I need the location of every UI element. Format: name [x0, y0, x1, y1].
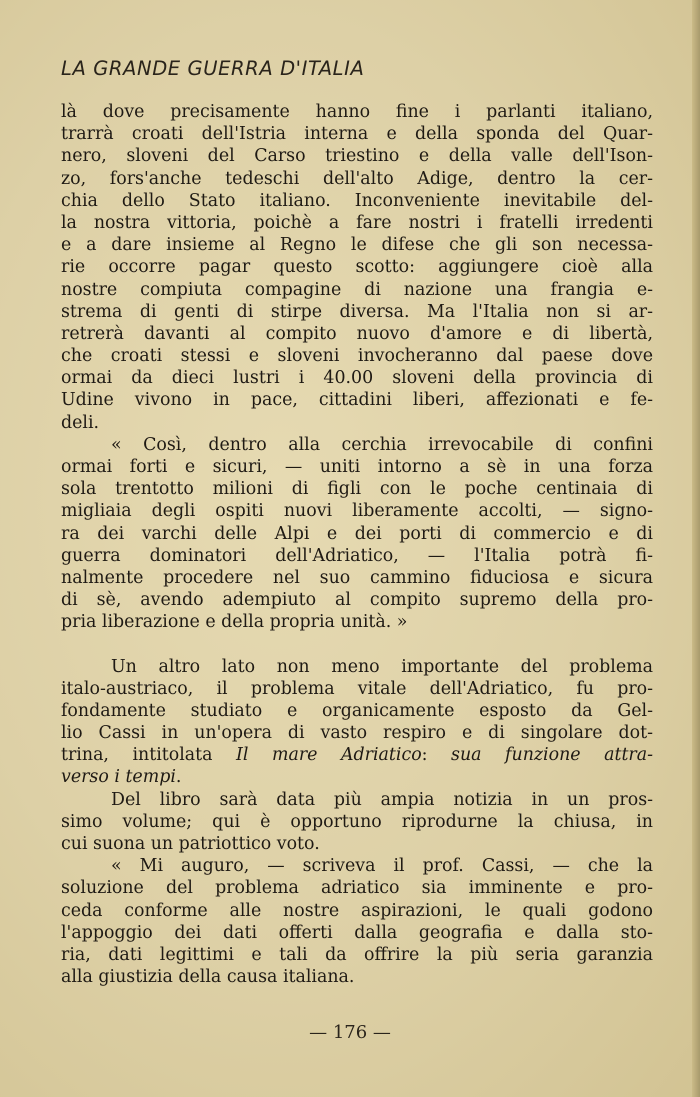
text-line: migliaia degli ospiti nuovi liberamente accolti, — signo- [61, 501, 653, 522]
text-line: Del libro sarà data più ampia notizia in un pros- [111, 789, 653, 810]
text-line: fondamente studiato e organicamente esposto da Gel- [61, 700, 653, 721]
text-line-with-title [61, 744, 653, 766]
book-subtitle: sua funzione attra- [451, 745, 653, 766]
text-fragment: trina, intitolata [61, 745, 237, 766]
text-line: zo, fors'anche tedeschi dell'alto Adige, dentro la cer- [61, 168, 653, 189]
text-line: là dove precisamente hanno fine i parlanti italiano, [61, 102, 653, 122]
text-line: lio Cassi in un'opera di vasto respiro e di singolare dot- [61, 723, 653, 744]
text-line: Un altro lato non meno importante del problema [111, 656, 653, 677]
text-line: « Così, dentro alla cerchia irrevocabile di confini [111, 434, 653, 455]
text-line: trarrà croati dell'Istria interna e della sponda del Quar- [61, 124, 653, 145]
text-line: chia dello Stato italiano. Inconveniente inevitabile del- [61, 190, 653, 211]
text-line-with-title [61, 766, 653, 788]
text-fragment: . [175, 767, 182, 788]
text-line: cui suona un patriottico voto. [61, 834, 320, 854]
text-line: « Mi auguro, — scriveva il prof. Cassi, — che la [111, 856, 653, 877]
text-line: italo-austriaco, il problema vitale dell'Adriatico, fu pro- [61, 678, 653, 699]
text-line: che croati stessi e sloveni invocheranno dal paese dove [61, 346, 653, 367]
book-title: Il mare Adriatico [236, 745, 422, 766]
text-line: alla giustizia della causa italiana. [61, 967, 355, 988]
text-line: nalmente procedere nel suo cammino fiduciosa e sicura [61, 567, 653, 588]
text-line: Udine vivono in pace, cittadini liberi, affezionati e fe- [61, 390, 653, 411]
text-line: nostre compiuta compagine di nazione una frangia e- [61, 279, 653, 300]
text-line: l'appoggio dei dati offerti dalla geografia e dalla sto- [61, 922, 653, 943]
text-line: la nostra vittoria, poichè a fare nostri i fratelli irredenti [61, 212, 653, 233]
text-line: rie occorre pagar questo scotto: aggiungere cioè alla [61, 257, 653, 278]
running-title: LA GRANDE GUERRA D'ITALIA [61, 57, 365, 80]
paragraph-gap [61, 634, 653, 656]
text-line: ormai da dieci lustri i 40.00 sloveni della provincia di [61, 368, 653, 389]
text-line: nero, sloveni del Carso triestino e della valle dell'Ison- [61, 146, 653, 167]
text-line: guerra dominatori dell'Adriatico, — l'Italia potrà fi- [61, 545, 653, 566]
body-text [61, 101, 653, 988]
text-line: strema di genti di stirpe diversa. Ma l'Italia non si ar- [61, 301, 653, 322]
page-edge [692, 0, 700, 1097]
text-line: retrerà davanti al compito nuovo d'amore e di libertà, [61, 323, 653, 344]
book-subtitle: verso i tempi [61, 767, 176, 788]
text-line: di sè, avendo adempiuto al compito supremo della pro- [61, 590, 653, 611]
text-line: ria, dati legittimi e tali da offrire la più seria garanzia [61, 944, 653, 965]
text-line: sola trentotto milioni di figli con le poche centinaia di [61, 479, 653, 500]
text-line: pria liberazione e della propria unità. » [61, 612, 408, 633]
text-fragment: : [421, 745, 452, 766]
text-line: soluzione del problema adriatico sia imminente e pro- [61, 878, 653, 899]
text-line: e a dare insieme al Regno le difese che gli son necessa- [61, 235, 653, 256]
text-line: ormai forti e sicuri, — uniti intorno a sè in una forza [61, 457, 653, 477]
text-line: ceda conforme alle nostre aspirazioni, le quali godono [61, 900, 653, 921]
page-number: — 176 — [309, 1022, 391, 1043]
text-line: ra dei varchi delle Alpi e dei porti di commercio e di [61, 523, 653, 544]
text-line: simo volume; qui è opportuno riprodurne la chiusa, in [61, 811, 653, 832]
text-line: deli. [61, 412, 100, 433]
